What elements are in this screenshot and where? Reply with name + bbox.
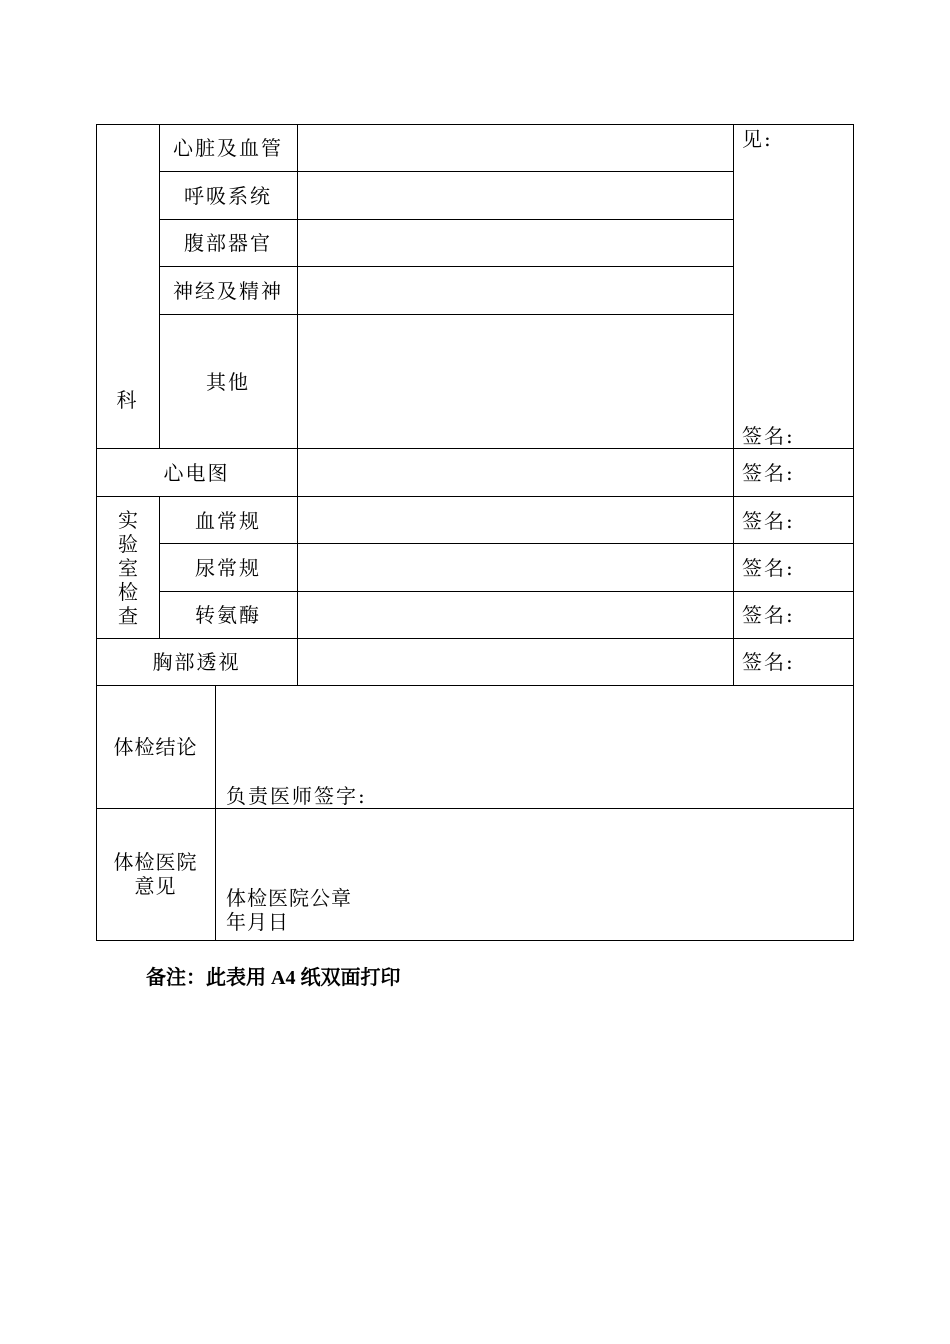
signature-label-chest: 签名:	[742, 650, 795, 674]
result-field-blood-routine[interactable]	[298, 497, 733, 543]
row-label-transaminase: 转氨酶	[195, 603, 261, 627]
table-border-right	[853, 124, 854, 941]
table-border-left	[96, 124, 97, 941]
doctor-signature-label: 负责医师签字:	[226, 784, 367, 808]
conclusion-field[interactable]	[216, 686, 853, 781]
row-label-conclusion: 体检结论	[113, 735, 198, 759]
opinion-label: 见:	[742, 127, 773, 151]
row-label-hospital-opinion-2: 意见	[134, 874, 177, 898]
row-label-hospital-opinion-1: 体检医院	[113, 850, 198, 874]
result-field-heart[interactable]	[298, 125, 733, 171]
row-label-other: 其他	[206, 370, 250, 394]
hospital-opinion-field[interactable]	[216, 809, 853, 884]
signature-label-blood-routine: 签名:	[742, 509, 795, 533]
date-label: 年月日	[226, 910, 289, 934]
divider	[733, 124, 734, 686]
row-label-heart: 心脏及血管	[173, 136, 283, 160]
signature-label-urine-routine: 签名:	[742, 556, 795, 580]
footnote: 备注：此表用 A4 纸双面打印	[146, 967, 401, 989]
hospital-seal-label: 体检医院公章	[226, 886, 352, 910]
section-label-internal: 科	[116, 388, 139, 412]
signature-label-ecg: 签名:	[742, 461, 795, 485]
row-label-respiratory: 呼吸系统	[184, 184, 272, 208]
result-field-other[interactable]	[298, 315, 733, 448]
row-label-neuro: 神经及精神	[173, 279, 283, 303]
result-field-urine-routine[interactable]	[298, 544, 733, 591]
result-field-respiratory[interactable]	[298, 172, 733, 219]
row-label-abdomen: 腹部器官	[184, 231, 272, 255]
row-label-urine-routine: 尿常规	[195, 556, 261, 580]
result-field-abdomen[interactable]	[298, 220, 733, 266]
table-border-bottom	[96, 940, 854, 941]
signature-label-internal: 签名:	[742, 424, 795, 448]
result-field-neuro[interactable]	[298, 267, 733, 314]
result-field-chest[interactable]	[298, 639, 733, 685]
result-field-ecg[interactable]	[298, 449, 733, 496]
section-label-lab: 实验室检查	[118, 508, 138, 628]
row-label-chest: 胸部透视	[152, 650, 241, 674]
result-field-transaminase[interactable]	[298, 592, 733, 638]
row-label-ecg: 心电图	[163, 461, 230, 485]
row-label-blood-routine: 血常规	[195, 509, 261, 533]
signature-label-transaminase: 签名:	[742, 603, 795, 627]
